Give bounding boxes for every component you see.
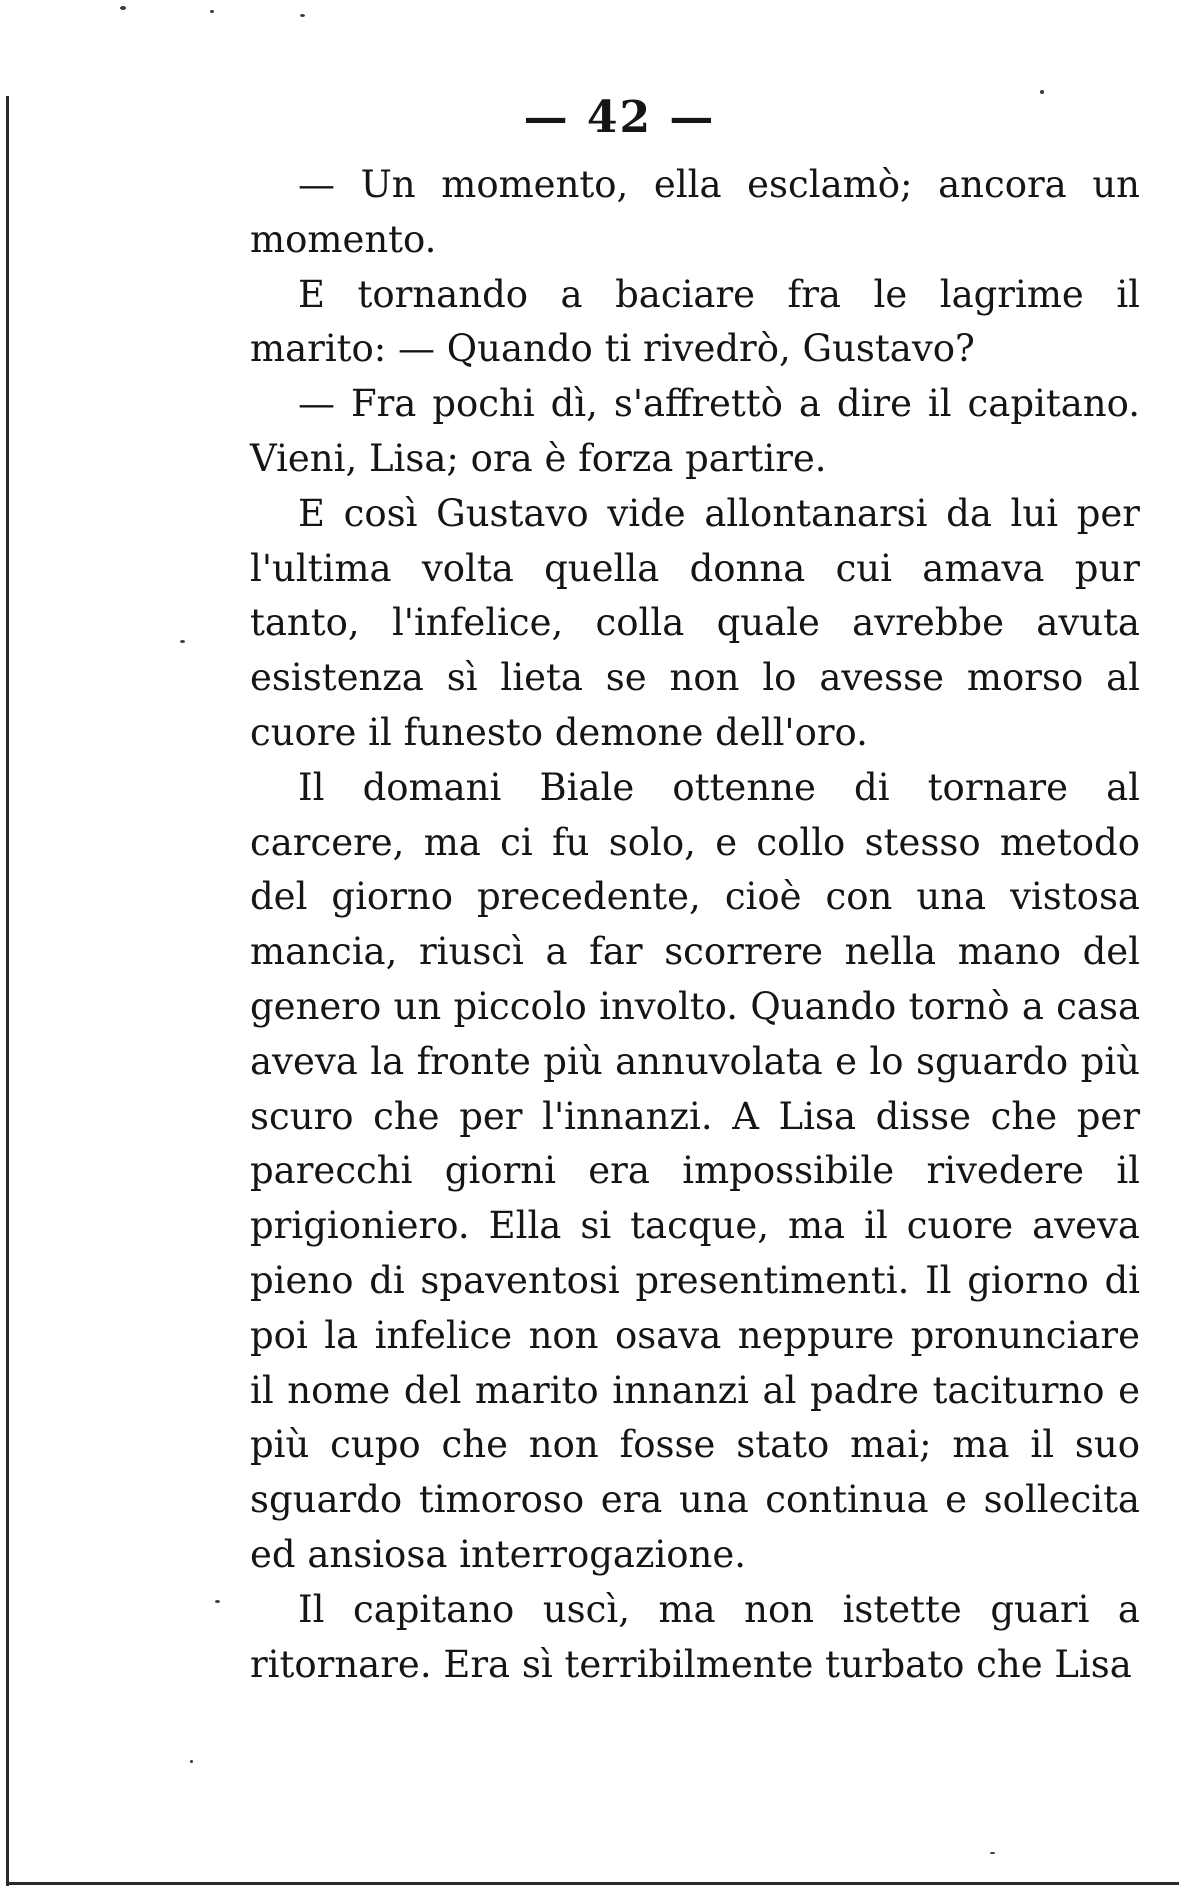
paragraph: Il capitano uscì, ma non istette guari a ritornare. Era sì terribilmente turbato che Lisa [250,1587,1140,1686]
paragraph: Il domani Biale ottenne di tornare al carcere, ma ci fu solo, e collo stesso metodo del giorno precedente, cioè con una vistosa mancia, riuscì a far scorrere nella mano del genero un piccolo involto. Quando tornò a casa aveva la fronte più annuvolata e lo sguardo più scuro che per l'innanzi. A Lisa disse che per parecchi giorni era impossibile rivedere il prigioniero. Ella si tacque, ma il cuore aveva pieno di spaventosi presentimenti. Il giorno di poi la infelice non osava neppure pronunciare il nome del marito innanzi al padre taciturno e più cupo che non fosse stato mai; ma il suo sguardo timoroso era una continua e sollecita ed ansiosa interrogazione. [250,765,1140,1576]
paragraph: E così Gustavo vide allontanarsi da lui per l'ultima volta quella donna cui amava pur tanto, l'infelice, colla quale avrebbe avuta esistenza sì lieta se non lo avesse morso al cuore il funesto demone dell'oro. [250,491,1140,754]
ink-speck [990,1852,995,1854]
ink-speck [180,640,185,643]
ink-speck [190,1760,193,1763]
paragraph: — Fra pochi dì, s'affrettò a dire il capitano. Vieni, Lisa; ora è forza partire. [250,382,1140,480]
ink-speck [120,6,126,10]
body-text [250,158,1140,1692]
ink-speck [215,1600,220,1603]
paragraph: E tornando a baciare fra le lagrime il marito: — Quando ti rivedrò, Gustavo? [250,272,1140,371]
page-left-border [6,96,9,1886]
paragraph: — Un momento, ella esclamò; ancora un momento. [250,163,1140,261]
page-bottom-border [6,1882,1179,1885]
page-number: — 42 — [523,92,716,143]
ink-speck [210,10,214,13]
ink-speck [300,14,305,17]
